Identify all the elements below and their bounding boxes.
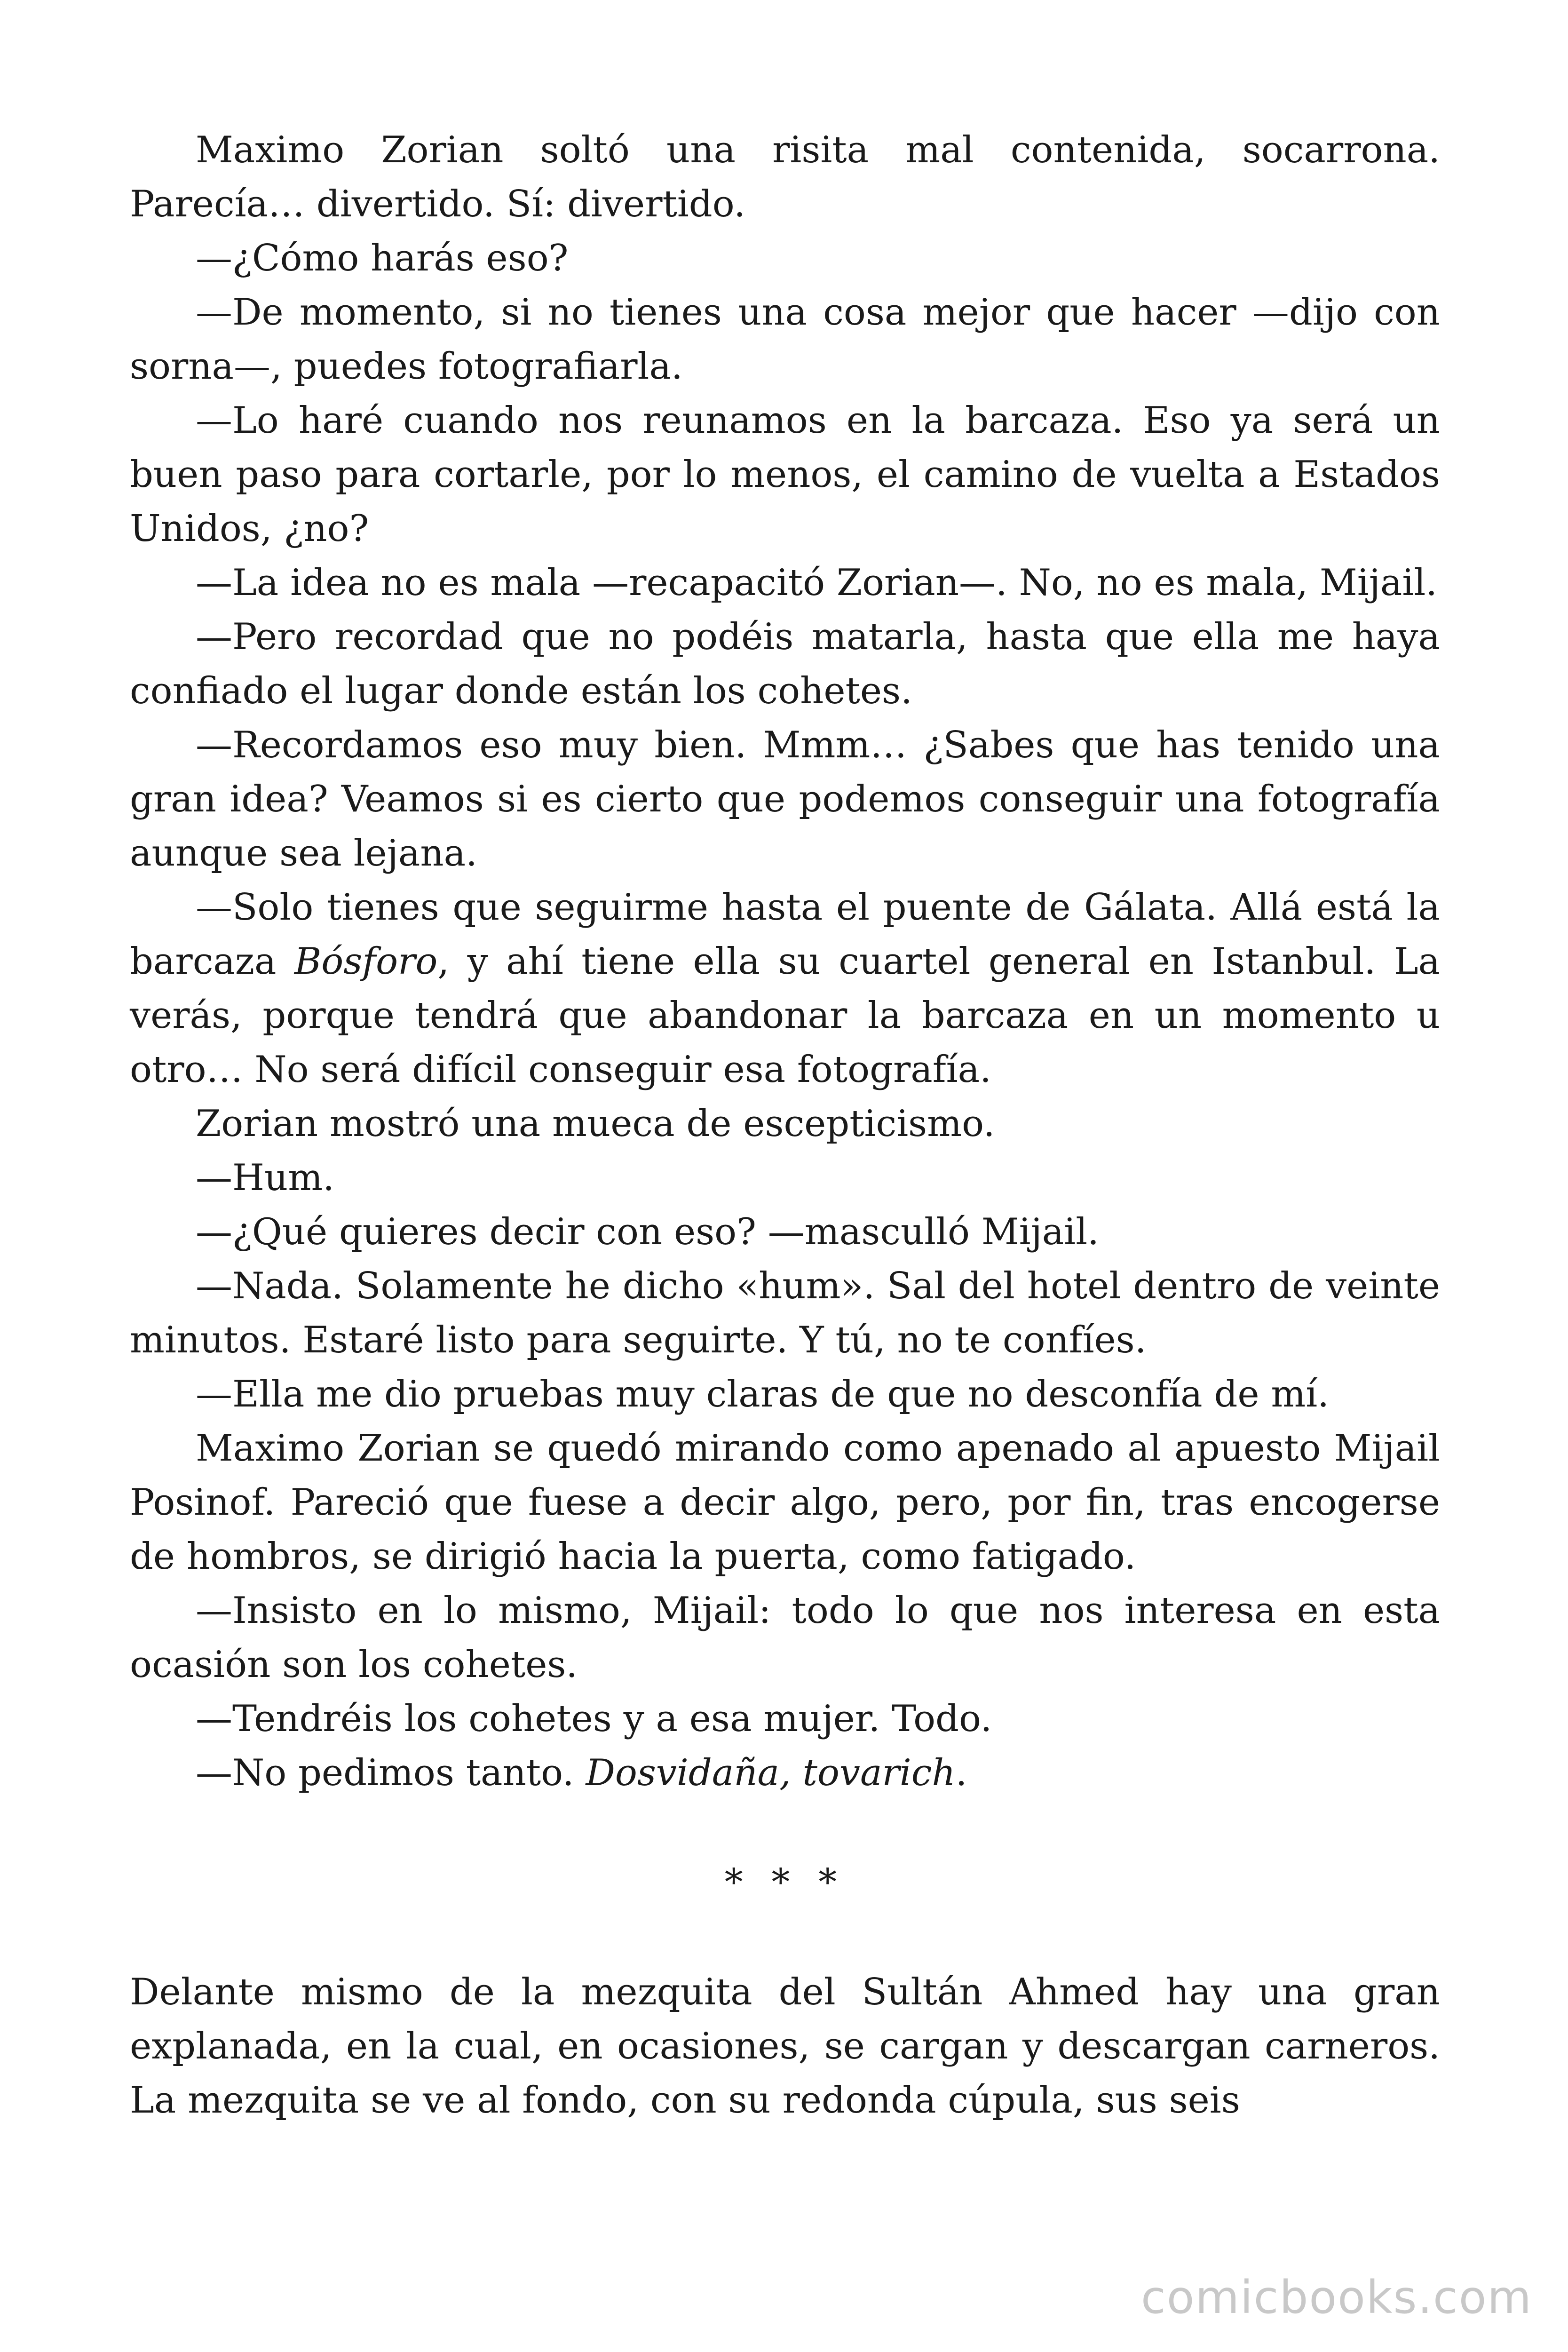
paragraph-13: —Ella me dio pruebas muy claras de que no desconfía de mí. <box>196 1373 1330 1415</box>
paragraph-3: —De momento, si no tienes una cosa mejor que hacer —dijo con sorna—, puedes fotografiarla. <box>130 291 1440 388</box>
paragraph-10: —Hum. <box>196 1157 335 1199</box>
paragraph-17-part-a: —No pedimos tanto. <box>196 1752 586 1794</box>
paragraph-14: Maximo Zorian se quedó mirando como apenado al apuesto Mijail Posinof. Pareció que fuese a decir algo, pero, por fin, tras encogerse de hombros, se dirigió hacia la puerta, como fatigado. <box>130 1427 1440 1578</box>
paragraph-1: Maximo Zorian soltó una risita mal contenida, socarrona. Parecía… divertido. Sí: divertido. <box>130 129 1440 225</box>
paragraph-8-part-a: —Solo tienes que seguirme hasta el puente de Gálata. Allá está la barcaza <box>130 886 1440 983</box>
paragraph-17-part-b: . <box>955 1752 967 1794</box>
paragraph-17 <box>130 1746 1440 1800</box>
paragraph-8-part-b: , y ahí tiene ella su cuartel general en Istanbul. La verás, porque tendrá que abandonar la barcaza en un momento u otro… No será difícil conseguir esa fotografía. <box>130 940 1440 1091</box>
paragraph-8 <box>130 881 1440 1097</box>
paragraph-11: —¿Qué quieres decir con eso? —masculló Mijail. <box>196 1211 1099 1253</box>
paragraph-6: —Pero recordad que no podéis matarla, hasta que ella me haya confiado el lugar donde están los cohetes. <box>130 616 1440 712</box>
watermark: comicbooks.com <box>1140 2271 1532 2324</box>
paragraph-2: —¿Cómo harás eso? <box>196 237 569 279</box>
closing-paragraph: Delante mismo de la mezquita del Sultán Ahmed hay una gran explanada, en la cual, en ocasiones, se cargan y descargan carneros. La mezquita se ve al fondo, con su redonda cúpula, sus seis <box>130 1971 1440 2122</box>
paragraph-5: —La idea no es mala —recapacitó Zorian—. No, no es mala, Mijail. <box>196 562 1438 604</box>
farewell-italic: Dosvidaña, tovarich <box>586 1752 956 1794</box>
paragraph-9: Zorian mostró una mueca de escepticismo. <box>196 1103 995 1145</box>
paragraph-4: —Lo haré cuando nos reunamos en la barcaza. Eso ya será un buen paso para cortarle, por lo menos, el camino de vuelta a Estados Unidos, ¿no? <box>130 399 1440 550</box>
paragraph-12: —Nada. Solamente he dicho «hum». Sal del hotel dentro de veinte minutos. Estaré listo para seguirte. Y tú, no te confíes. <box>130 1265 1440 1361</box>
paragraph-7: —Recordamos eso muy bien. Mmm… ¿Sabes que has tenido una gran idea? Veamos si es cierto que podemos conseguir una fotografía aunque sea lejana. <box>130 724 1440 874</box>
page-body <box>130 123 1440 2128</box>
paragraph-16: —Tendréis los cohetes y a esa mujer. Todo. <box>196 1698 992 1740</box>
section-separator: * * * <box>724 1861 846 1904</box>
boat-name-italic: Bósforo <box>294 940 438 983</box>
paragraph-15: —Insisto en lo mismo, Mijail: todo lo que nos interesa en esta ocasión son los cohetes. <box>130 1589 1440 1686</box>
